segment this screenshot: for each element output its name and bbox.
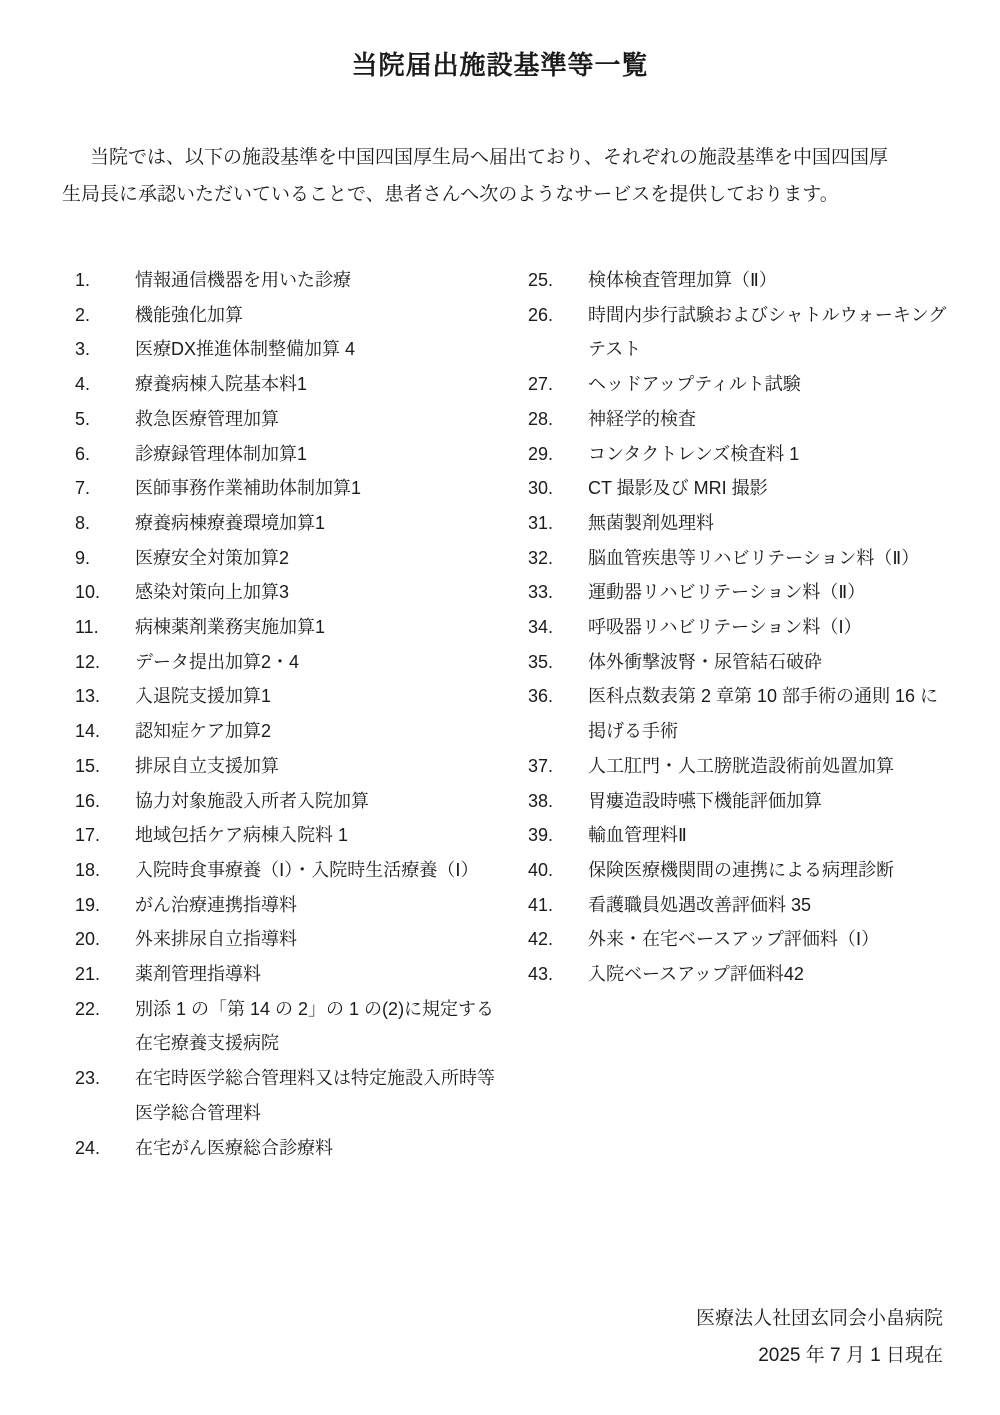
item-text: 在宅がん医療総合診療料 (135, 1137, 333, 1158)
list-item (528, 853, 950, 888)
item-text: 入退院支援加算1 (135, 686, 272, 707)
item-number: 20. (75, 929, 101, 950)
item-text: CT 撮影及び MRI 撮影 (588, 478, 768, 499)
list-item (528, 541, 950, 576)
item-number: 8. (75, 512, 91, 533)
list-item (75, 645, 497, 680)
item-text: 療養病棟療養環境加算1 (135, 512, 326, 533)
facility-standards-list (75, 263, 1000, 1165)
item-number: 21. (75, 964, 101, 985)
list-item (75, 922, 497, 957)
list-item (75, 784, 497, 819)
item-text: 協力対象施設入所者入院加算 (135, 790, 369, 811)
item-text: 呼吸器リハビリテーション料（Ⅰ） (588, 617, 862, 638)
item-number: 4. (75, 374, 91, 395)
item-number: 38. (528, 790, 554, 811)
list-item (75, 853, 497, 888)
item-number: 27. (528, 374, 554, 395)
item-number: 11. (75, 617, 99, 638)
item-text: 在宅時医学総合管理料又は特定施設入所時等医学総合管理料 (135, 1068, 495, 1123)
item-number: 24. (75, 1137, 101, 1158)
list-item (75, 888, 497, 923)
item-number: 7. (75, 478, 91, 499)
item-text: がん治療連携指導料 (135, 894, 297, 915)
list-item (75, 1131, 497, 1166)
item-number: 35. (528, 651, 554, 672)
list-item (528, 818, 950, 853)
item-number: 17. (75, 825, 101, 846)
list-item (75, 541, 497, 576)
item-number: 32. (528, 547, 554, 568)
page-title: 当院届出施設基準等一覧 (351, 50, 649, 80)
list-item (75, 506, 497, 541)
item-number: 36. (528, 686, 554, 707)
item-text: 診療録管理体制加算1 (135, 443, 308, 464)
item-text: 体外衝撃波腎・尿管結石破砕 (588, 651, 822, 672)
list-item (75, 992, 497, 1061)
intro-line: 生局長に承認いただいていることで、患者さんへ次のようなサービスを提供しております。 (62, 184, 839, 205)
list-item (528, 506, 950, 541)
item-number: 16. (75, 790, 101, 811)
item-number: 41. (528, 894, 554, 915)
item-text: 人工肛門・人工膀胱造設術前処置加算 (588, 755, 894, 776)
item-number: 13. (75, 686, 101, 707)
list-item (528, 679, 950, 748)
list-item (528, 610, 950, 645)
item-number: 22. (75, 998, 101, 1019)
intro-paragraph (62, 139, 942, 213)
list-item (75, 818, 497, 853)
item-number: 23. (75, 1068, 101, 1089)
item-number: 10. (75, 582, 101, 603)
item-text: 検体検査管理加算（Ⅱ） (588, 270, 777, 290)
item-text: 看護職員処遇改善評価料 35 (588, 894, 812, 915)
item-number: 43. (528, 964, 554, 985)
item-number: 9. (75, 547, 91, 568)
item-number: 5. (75, 408, 91, 429)
list-item (75, 367, 497, 402)
item-text: 神経学的検査 (588, 408, 696, 429)
list-item (75, 749, 497, 784)
list-item (528, 575, 950, 610)
item-number: 29. (528, 443, 554, 464)
list-item (75, 332, 497, 367)
item-text: 療養病棟入院基本料1 (135, 374, 308, 395)
item-number: 28. (528, 408, 554, 429)
item-text: 医療安全対策加算2 (135, 547, 290, 568)
list-item (528, 957, 950, 992)
item-text: データ提出加算2・4 (135, 651, 300, 672)
list-item (528, 367, 950, 402)
item-number: 25. (528, 270, 554, 290)
item-number: 19. (75, 894, 101, 915)
footer-date: 2025 年 7 月 1 日現在 (758, 1345, 943, 1366)
footer (696, 1300, 943, 1374)
list-item (528, 437, 950, 472)
list-item (75, 714, 497, 749)
item-text: 輸血管理料Ⅱ (588, 825, 687, 846)
list-item (75, 437, 497, 472)
item-number: 30. (528, 478, 554, 499)
item-text: 医療DX推進体制整備加算 4 (135, 339, 356, 360)
list-item (528, 471, 950, 506)
item-number: 1. (75, 270, 91, 290)
list-item (75, 957, 497, 992)
list-item (75, 471, 497, 506)
item-number: 34. (528, 617, 554, 638)
item-text: 認知症ケア加算2 (135, 721, 272, 742)
list-column-right (528, 263, 950, 1165)
item-number: 37. (528, 755, 554, 776)
item-text: ヘッドアップティルト試験 (588, 374, 801, 395)
item-text: 無菌製剤処理料 (588, 512, 714, 533)
list-item (75, 1061, 497, 1130)
item-text: 外来排尿自立指導料 (135, 929, 297, 950)
item-text: 病棟薬剤業務実施加算1 (135, 617, 326, 638)
item-text: 運動器リハビリテーション料（Ⅱ） (588, 582, 866, 603)
list-item (528, 298, 950, 367)
item-text: 薬剤管理指導料 (135, 964, 261, 985)
item-text: 感染対策向上加算3 (135, 582, 290, 603)
list-item (75, 575, 497, 610)
item-number: 31. (528, 512, 554, 533)
item-text: 情報通信機器を用いた診療 (135, 270, 351, 290)
list-item (528, 784, 950, 819)
list-item (528, 402, 950, 437)
list-item (75, 263, 497, 298)
list-item (75, 679, 497, 714)
item-text: 脳血管疾患等リハビリテーション料（Ⅱ） (588, 547, 920, 568)
intro-line: 当院では、以下の施設基準を中国四国厚生局へ届出ており、それぞれの施設基準を中国四国厚 (90, 147, 889, 168)
footer-organization: 医療法人社団玄同会小畠病院 (695, 1308, 943, 1329)
item-number: 42. (528, 929, 554, 950)
list-item (75, 610, 497, 645)
item-text: 地域包括ケア病棟入院料 1 (135, 825, 349, 846)
list-column-left (75, 263, 497, 1165)
item-number: 12. (75, 651, 101, 672)
item-text: 医師事務作業補助体制加算1 (135, 478, 362, 499)
item-number: 26. (528, 304, 554, 325)
list-item (528, 749, 950, 784)
item-number: 18. (75, 859, 101, 880)
list-item (528, 922, 950, 957)
item-number: 14. (75, 721, 101, 742)
list-item (528, 645, 950, 680)
item-number: 3. (75, 339, 91, 360)
item-text: コンタクトレンズ検査料 1 (588, 443, 800, 464)
item-text: 医科点数表第 2 章第 10 部手術の通則 16 に掲げる手術 (588, 686, 939, 742)
item-number: 40. (528, 859, 554, 880)
item-text: 排尿自立支援加算 (135, 755, 279, 776)
item-number: 39. (528, 825, 554, 846)
item-number: 2. (75, 304, 91, 325)
item-text: 救急医療管理加算 (135, 408, 279, 429)
list-item (75, 298, 497, 333)
item-text: 入院時食事療養（Ⅰ）・入院時生活療養（Ⅰ） (135, 859, 479, 880)
item-text: 別添 1 の「第 14 の 2」の 1 の(2)に規定する在宅療養支援病院 (135, 998, 495, 1054)
item-text: 保険医療機関間の連携による病理診断 (588, 859, 894, 880)
item-text: 外来・在宅ベースアップ評価料（Ⅰ） (588, 929, 880, 950)
item-number: 33. (528, 582, 554, 603)
item-text: 胃瘻造設時嚥下機能評価加算 (588, 790, 822, 811)
item-number: 6. (75, 443, 91, 464)
list-item (75, 402, 497, 437)
item-text: 入院ベースアップ評価料42 (588, 964, 804, 985)
item-text: 時間内歩行試験およびシャトルウォーキングテスト (588, 304, 947, 360)
item-text: 機能強化加算 (135, 304, 243, 325)
item-number: 15. (75, 755, 101, 776)
list-item (528, 263, 950, 298)
list-item (528, 888, 950, 923)
